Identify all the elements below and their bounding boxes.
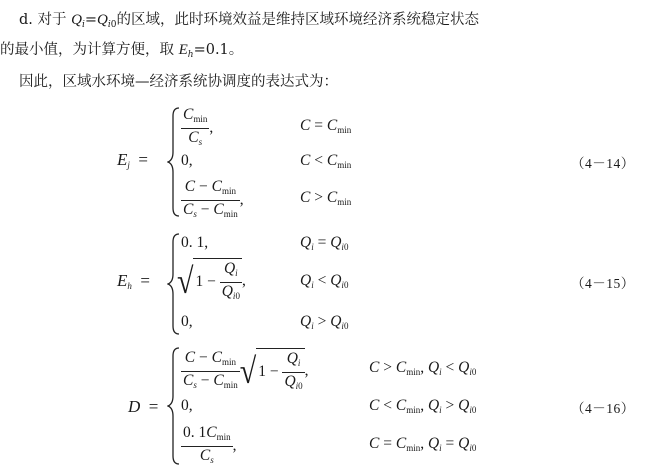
case-condition: Qi < Qi0: [300, 272, 349, 290]
case-condition: C > Cmin: [300, 189, 352, 207]
case-condition: Qi = Qi0: [300, 234, 349, 252]
case-expr: 0. 1,: [181, 234, 209, 251]
equation-number: （4－15）: [571, 276, 635, 291]
case-condition: C = Cmin, Qi = Qi0: [369, 435, 477, 453]
case-condition: C < Cmin: [300, 152, 352, 170]
case-expr: 0,: [181, 152, 193, 169]
equation-lhs: Eh =: [117, 271, 150, 291]
case-expr: 0,: [181, 397, 193, 414]
equation-lhs: D =: [128, 397, 159, 416]
equation-number: （4－14）: [571, 156, 635, 171]
case-expr: √ 1 − $\frac{Qi}{Qi0}$ ,: [177, 258, 246, 305]
case-condition: C > Cmin, Qi < Qi0: [369, 359, 477, 377]
case-condition: C < Cmin, Qi > Qi0: [369, 397, 477, 415]
case-expr: $\frac{Cmin}{Cs}$ ,: [183, 106, 214, 147]
paragraph-line-3: 因此，区域水环境—经济系统协调度的表达式为：: [19, 74, 338, 90]
left-brace: [167, 106, 181, 218]
case-expr: $\frac{C - Cmin}{Cs - Cmin}$ √ 1 − $\frac{Qi}{Qi0}$ ,: [181, 348, 309, 395]
case-expr: $\frac{0. 1Cmin}{Cs}$ ,: [183, 424, 237, 465]
case-condition: Qi > Qi0: [300, 313, 349, 331]
paragraph-line-1: d. 对于 $Q_i=Q_{i0}$的区域，此时环境效益是维持区域环境经济系统稳定状态: [19, 12, 479, 30]
equation-lhs: Ej =: [117, 150, 148, 170]
case-condition: C = Cmin: [300, 117, 352, 135]
paragraph-line-2: 的最小值，为计算方便，取 $E_h=0.1$。: [0, 42, 244, 60]
case-expr: 0,: [181, 313, 193, 330]
case-expr: $\frac{C - Cmin}{Cs - Cmin}$ ,: [183, 178, 244, 219]
left-brace: [167, 346, 181, 466]
equation-number: （4－16）: [571, 401, 635, 416]
